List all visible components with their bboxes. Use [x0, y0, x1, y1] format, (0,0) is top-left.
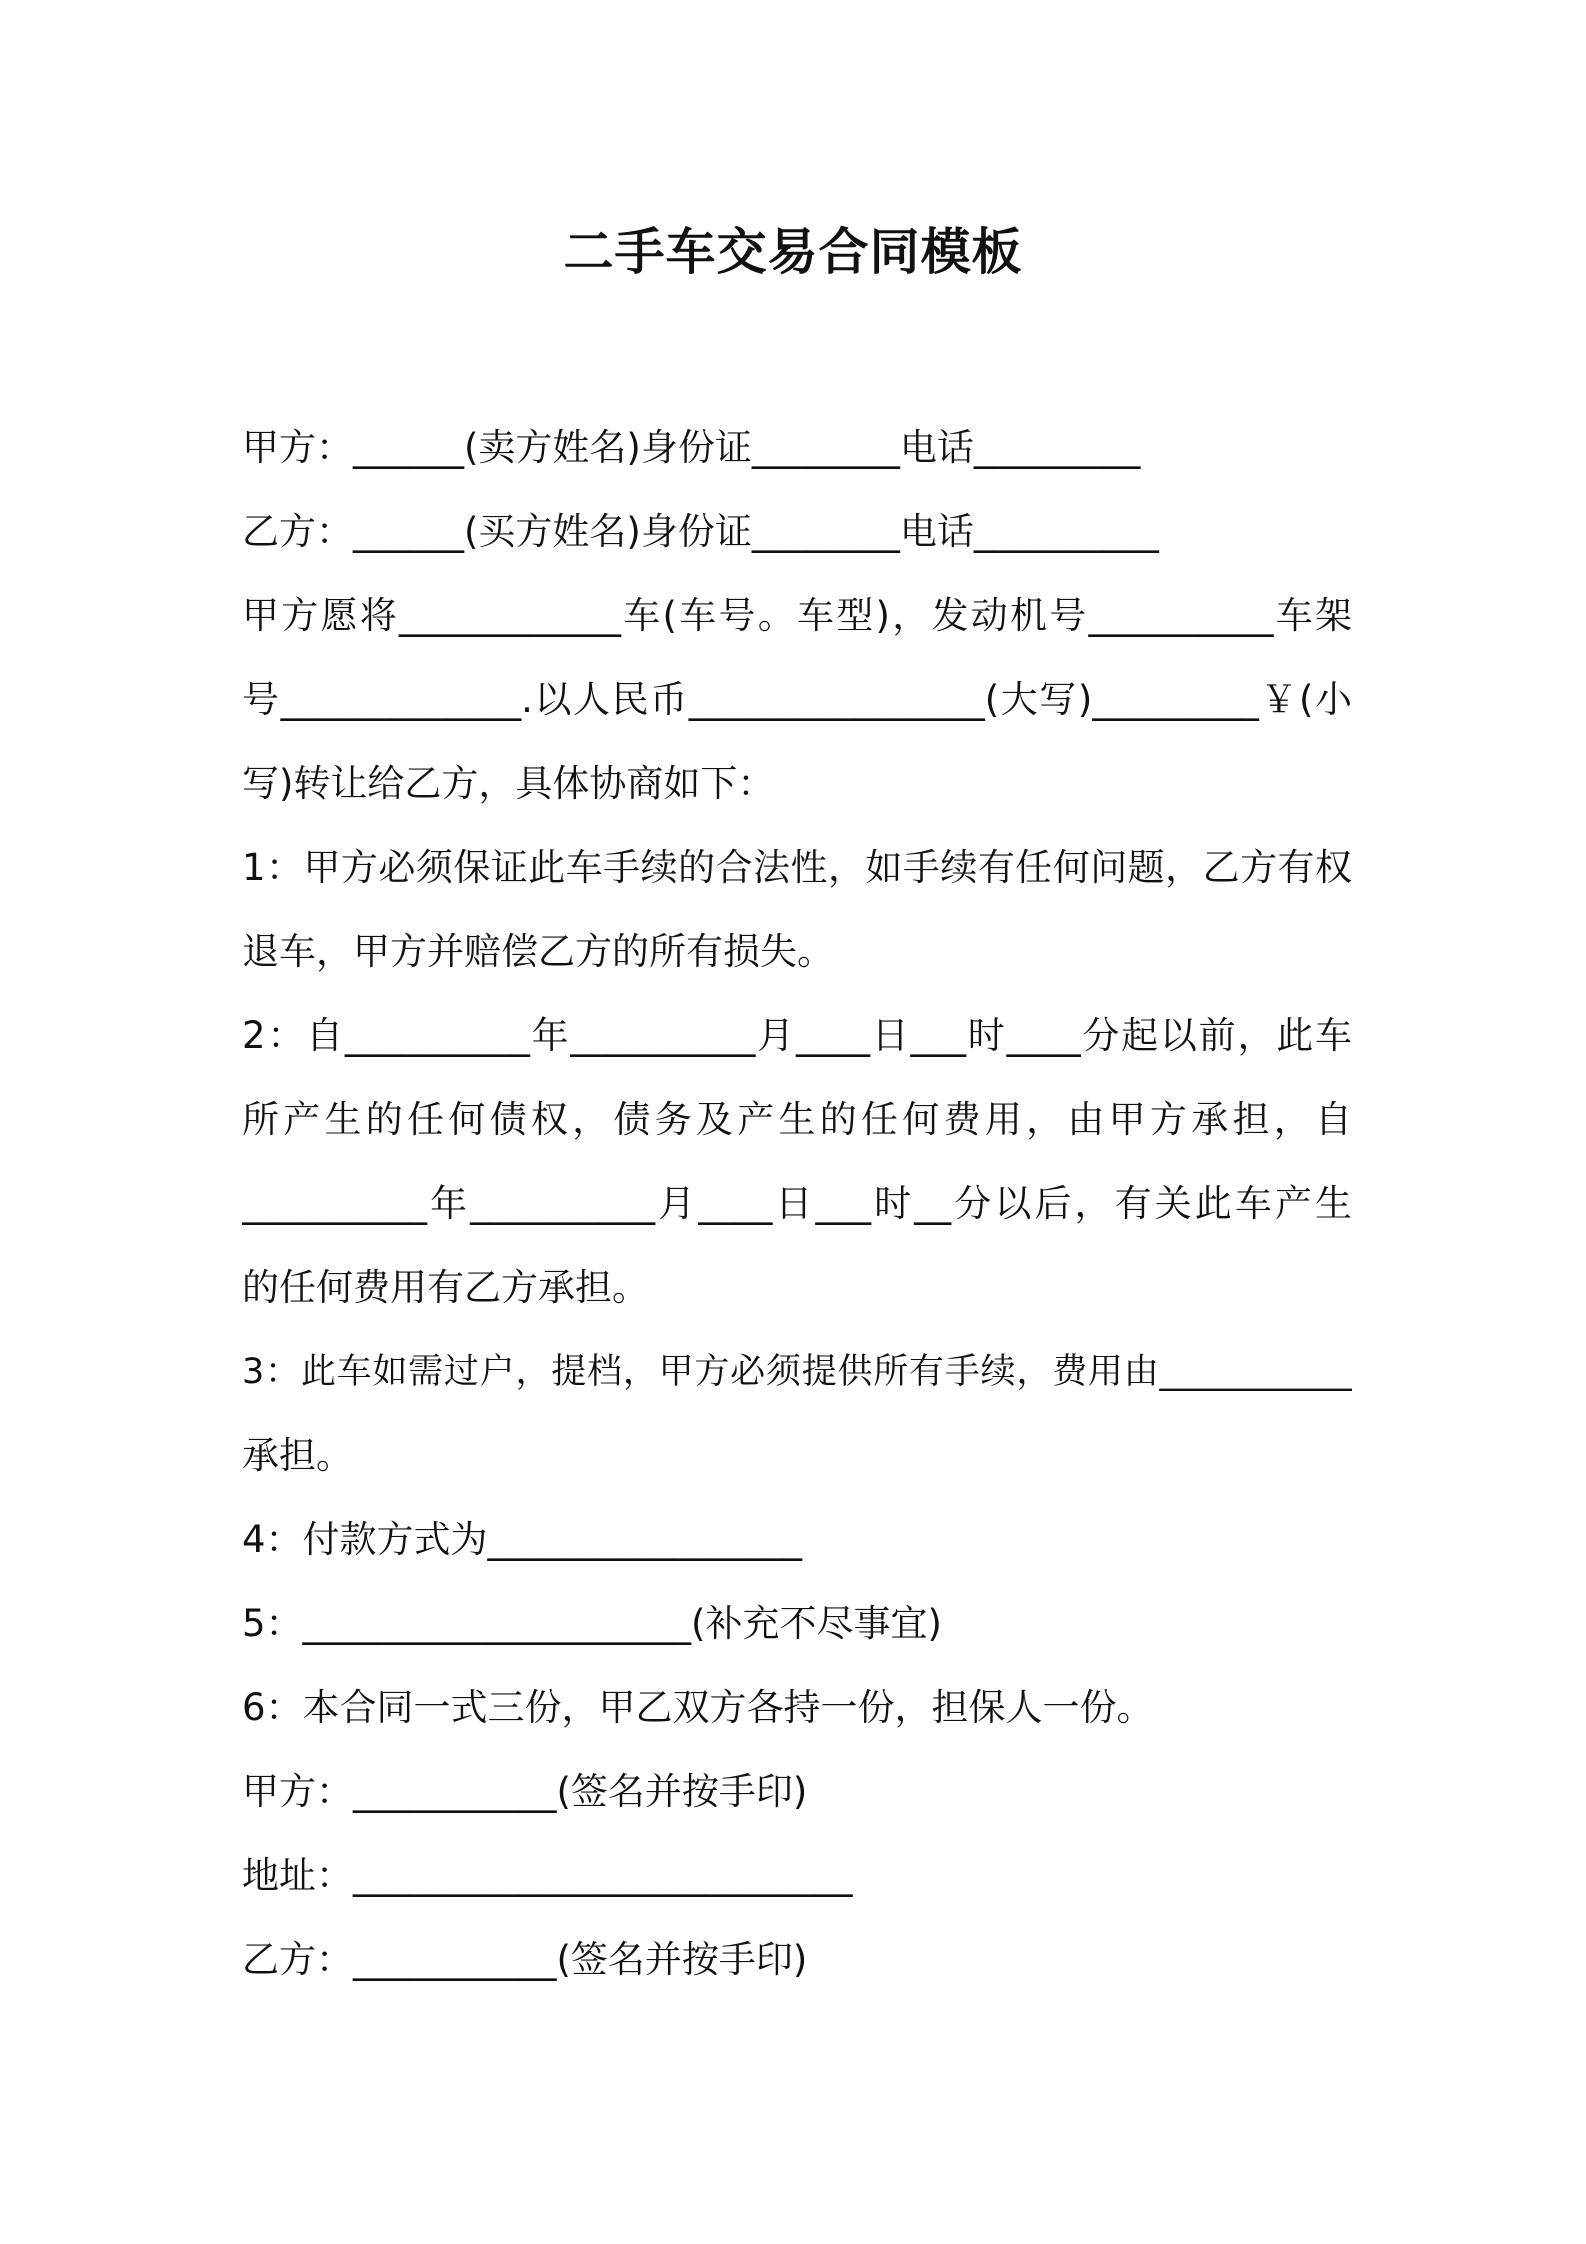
clause-3-line-2: 承担。: [242, 1434, 353, 1477]
clause-2-line-2: 所产生的任何债权，债务及产生的任何费用，由甲方承担，自: [242, 1098, 1352, 1141]
contract-body: [242, 406, 1352, 2002]
party-a-signature-line: 甲方：___________(签名并按手印): [242, 1770, 808, 1813]
party-b-signature-line: 乙方：___________(签名并按手印): [242, 1938, 808, 1981]
clause-2-line-3: __________年__________月____日___时__分以后，有关此车产生: [242, 1182, 1352, 1225]
clause-2-line-4: 的任何费用有乙方承担。: [242, 1266, 649, 1309]
clause-1-line-1: 1：甲方必须保证此车手续的合法性，如手续有任何问题，乙方有权: [242, 846, 1352, 889]
party-a-info-line: 甲方：______(卖方姓名)身份证________电话_________: [242, 426, 1141, 469]
vehicle-transfer-line-2: 号_____________.以人民币________________(大写)_________￥(小: [242, 678, 1352, 721]
clause-1-line-2: 退车，甲方并赔偿乙方的所有损失。: [242, 930, 834, 973]
vehicle-transfer-line-1: 甲方愿将____________车(车号。车型)，发动机号__________车架: [242, 594, 1352, 637]
party-b-info-line: 乙方：______(买方姓名)身份证________电话__________: [242, 510, 1159, 553]
address-line: 地址：___________________________: [242, 1854, 853, 1897]
clause-3-line-1: 3：此车如需过户，提档，甲方必须提供所有手续，费用由___________: [242, 1352, 1352, 1392]
clause-5-line: 5：_____________________(补充不尽事宜): [242, 1602, 942, 1645]
clause-6-line: 6：本合同一式三份，甲乙双方各持一份，担保人一份。: [242, 1686, 1154, 1729]
vehicle-transfer-line-3: 写)转让给乙方，具体协商如下：: [242, 762, 775, 805]
clause-4-line: 4：付款方式为_________________: [242, 1518, 803, 1561]
document-title: 二手车交易合同模板: [563, 223, 1023, 281]
clause-2-line-1: 2：自__________年__________月____日___时____分起以前，此车: [242, 1014, 1352, 1057]
